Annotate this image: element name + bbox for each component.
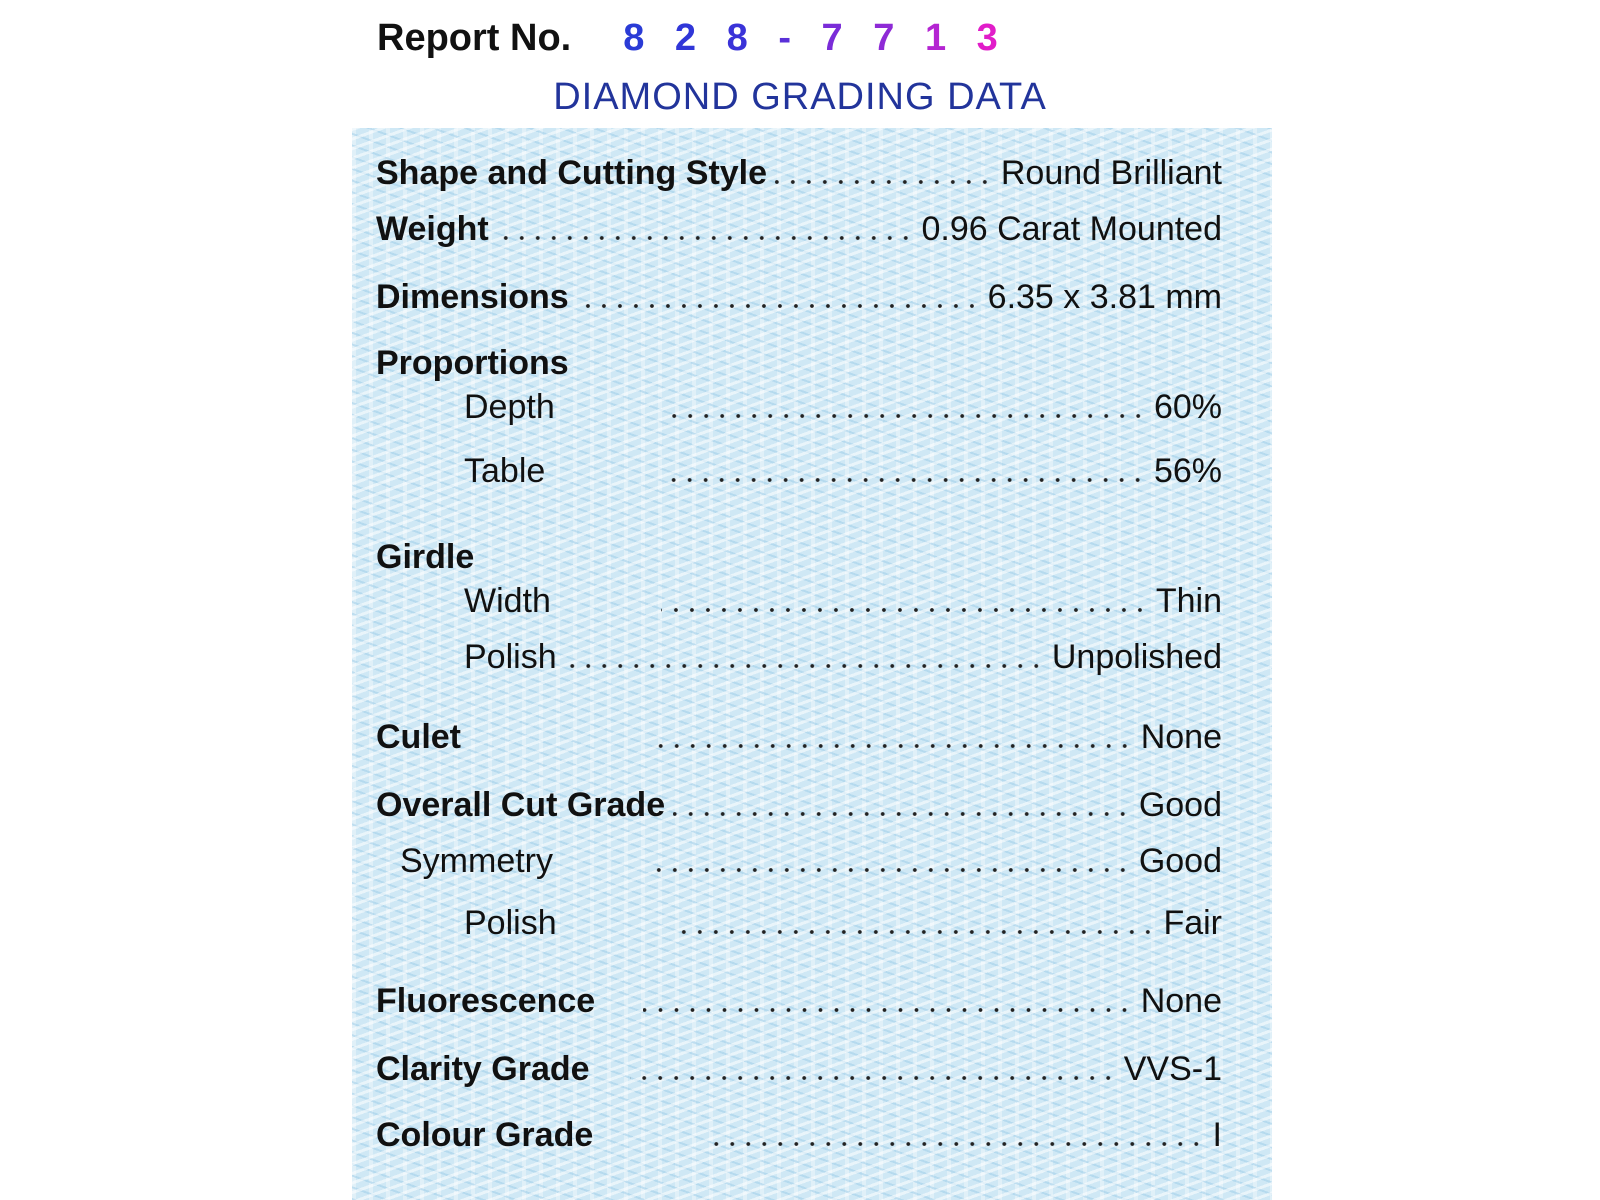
row-value: VVS-1 [1123,1050,1222,1088]
grading-row-dimensions [376,270,1222,318]
dotted-leader [647,866,1131,874]
report-number-line [377,8,1008,68]
report-number-char: 1 [924,16,957,59]
row-value: Good [1138,842,1222,880]
row-label: Shape and Cutting Style [376,154,768,192]
proportions-heading: Proportions [376,344,569,382]
report-number-char: 7 [873,16,905,59]
row-value: Good [1138,786,1222,824]
row-label: Polish [464,904,557,942]
dotted-leader [775,178,993,186]
row-label: Overall Cut Grade [376,786,666,824]
dotted-leader [677,928,1156,936]
dotted-leader [497,234,914,242]
grading-panel [352,128,1272,1200]
row-label: Width [464,582,551,620]
row-label: Symmetry [400,842,553,880]
dotted-leader [630,1074,1116,1082]
grading-row-shape [376,146,1222,194]
row-value: Unpolished [1051,638,1222,676]
grading-row-fluorescence [376,974,1222,1022]
dotted-leader [665,476,1146,484]
report-label: Report No. [377,16,572,59]
dotted-leader [713,1140,1204,1148]
row-label: Polish [464,638,557,676]
grading-row-clarity [376,1042,1222,1090]
grading-row-girdle-width [376,574,1222,622]
row-value: 60% [1153,388,1222,426]
row-label: Depth [464,388,555,426]
grading-row-depth [376,380,1222,428]
dotted-leader [665,412,1146,420]
report-number [623,17,1008,60]
row-value: Fair [1163,904,1222,942]
grading-row-weight [376,202,1222,250]
report-number-char: 8 [726,16,758,59]
row-value: Round Brilliant [1000,154,1222,192]
row-value: None [1140,718,1222,756]
grading-row-culet [376,710,1222,758]
section-title: DIAMOND GRADING DATA [553,76,1047,118]
dotted-leader [643,1006,1133,1014]
grading-row-symmetry [376,834,1222,882]
dotted-leader [565,662,1044,670]
row-label: Dimensions [376,278,569,316]
grading-row-polish [376,896,1222,944]
row-value: Thin [1155,582,1222,620]
grading-row-overall-cut [376,778,1222,826]
grading-row-colour [376,1108,1222,1156]
row-label: Colour Grade [376,1116,594,1154]
report-number-char: 2 [674,16,707,59]
row-value: None [1140,982,1222,1020]
dotted-leader [651,742,1133,750]
dotted-leader [673,810,1131,818]
row-label: Table [464,452,546,490]
report-number-char: 8 [623,16,655,59]
row-value: I [1212,1116,1222,1154]
row-value: 6.35 x 3.81 mm [987,278,1222,316]
report-number-char: - [778,16,801,59]
grading-row-table [376,444,1222,492]
row-value: 0.96 Carat Mounted [921,210,1222,248]
report-number-char: 7 [821,16,853,59]
dotted-leader [577,302,980,310]
row-value: 56% [1153,452,1222,490]
grading-row-girdle-polish [376,630,1222,678]
dotted-leader [661,606,1148,614]
row-label: Weight [376,210,489,248]
report-number-char: 3 [976,16,1008,59]
girdle-heading: Girdle [376,538,475,576]
row-label: Culet [376,718,461,756]
row-label: Clarity Grade [376,1050,590,1088]
row-label: Fluorescence [376,982,596,1020]
